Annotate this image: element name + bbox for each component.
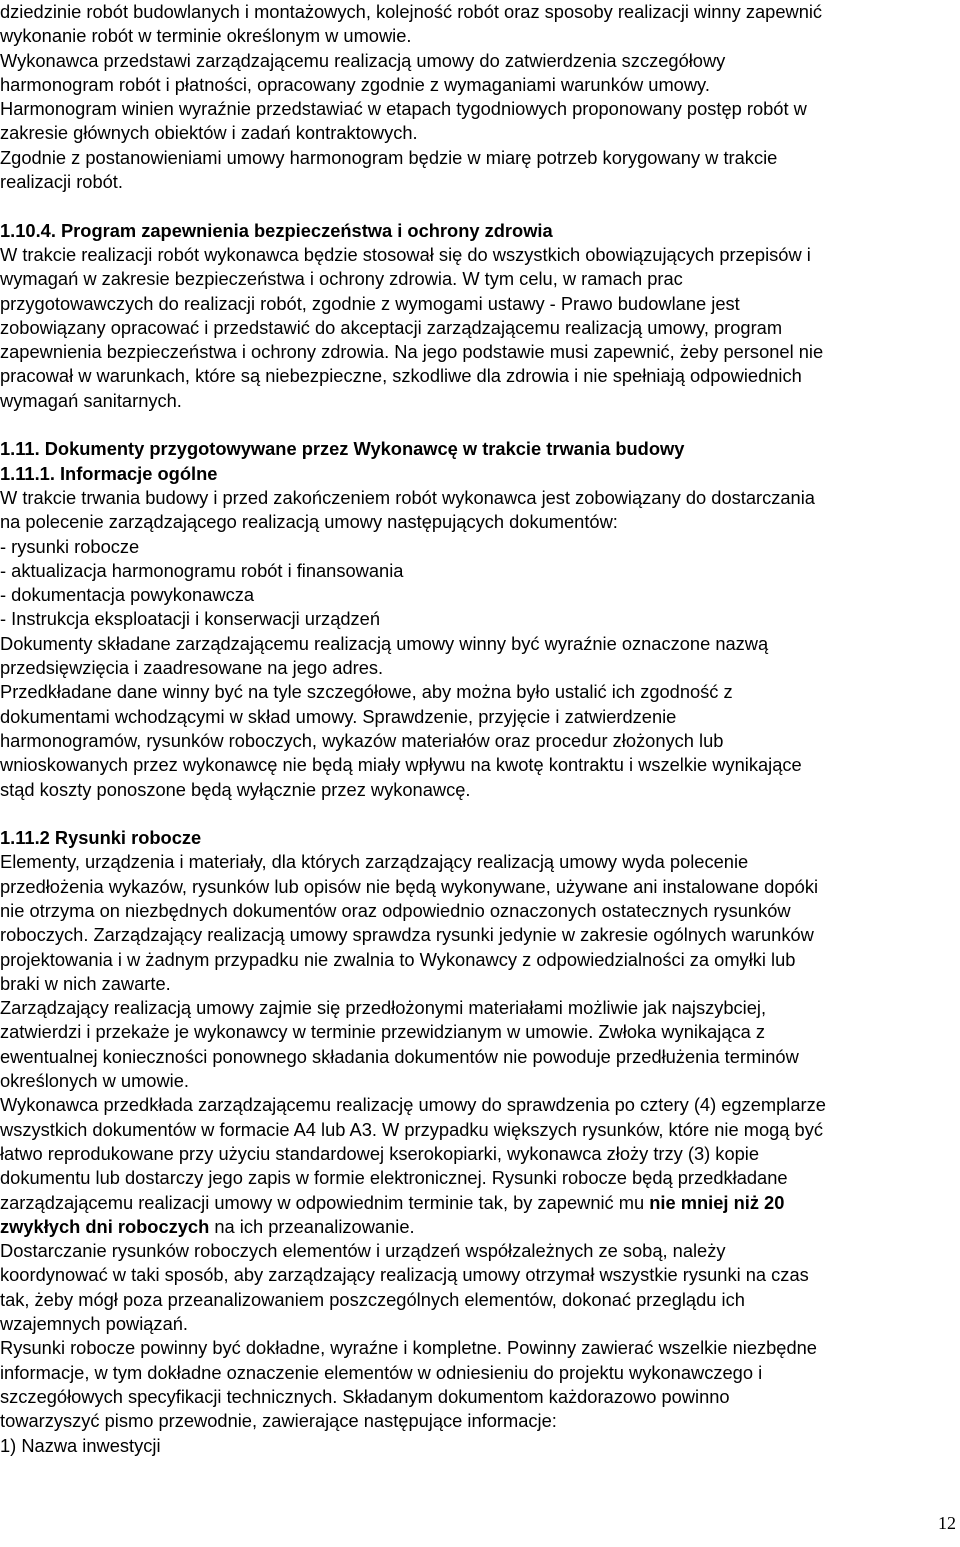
section-heading: 1.11. Dokumenty przygotowywane przez Wykonawcę w trakcie trwania budowy — [0, 438, 685, 460]
text-line: Rysunki robocze powinny być dokładne, wyraźne i kompletne. Powinny zawierać wszelkie niezbędne — [0, 1337, 817, 1359]
text-line: Dostarczanie rysunków roboczych elementów i urządzeń współzależnych ze sobą, należy — [0, 1240, 726, 1262]
text-line: szczegółowych specyfikacji technicznych. Składanym dokumentom każdorazowo powinno — [0, 1385, 730, 1407]
text-line: zobowiązany opracować i przedstawić do akceptacji zarządzającemu realizacją umowy, program — [0, 316, 783, 338]
text-line: wszystkich dokumentów w formacie A4 lub A3. W przypadku większych rysunków, które nie mogą być — [0, 1118, 823, 1140]
text-line: Wykonawca przedkłada zarządzającemu realizację umowy do sprawdzenia po cztery (4) egzemplarze — [0, 1094, 826, 1116]
text-line: ewentualnej konieczności ponownego składania dokumentów nie powoduje przedłużenia terminów — [0, 1045, 799, 1067]
text-line: harmonogram robót i płatności, opracowany zgodnie z wymaganiami warunków umowy. — [0, 73, 710, 95]
text-line: wzajemnych powiązań. — [0, 1313, 188, 1335]
list-item: 1) Nazwa inwestycji — [0, 1434, 161, 1456]
section-heading: 1.11.2 Rysunki robocze — [0, 827, 202, 849]
emphasis-text: nie mniej niż 20 — [649, 1191, 785, 1213]
section-1-10-4 — [0, 219, 952, 413]
text-line: łatwo reprodukowane przy użyciu standardowej kserokopiarki, wykonawca złoży trzy (3) kopie — [0, 1142, 760, 1164]
text-line: wymagań w zakresie bezpieczeństwa i ochrony zdrowia. W tym celu, w ramach prac — [0, 268, 683, 290]
section-1-11-2 — [0, 826, 952, 1458]
text-line: Dokumenty składane zarządzającemu realizacją umowy winny być wyraźnie oznaczone nazwą — [0, 632, 769, 654]
text-line: dokumentu lub dostarczy jego zapis w formie elektronicznej. Rysunki robocze będą przedkładane — [0, 1167, 788, 1189]
text-line: dokumentami wchodzącymi w skład umowy. Sprawdzenie, przyjęcie i zatwierdzenie — [0, 705, 677, 727]
text-segment: zarządzającemu realizacji umowy w odpowiednim terminie tak, by zapewnić mu — [0, 1191, 650, 1213]
text-line-mixed — [0, 1215, 952, 1239]
text-line: projektowania i w żadnym przypadku nie zwalnia to Wykonawcy z odpowiedzialności za omyłki lub — [0, 948, 796, 970]
text-line: wnioskowanych przez wykonawcę nie będą miały wpływu na kwotę kontraktu i wszelkie wynikające — [0, 754, 802, 776]
text-line: przedłożenia wykazów, rysunków lub opisów nie będą wykonywane, używane ani instalowane dopóki — [0, 875, 819, 897]
text-line: wykonanie robót w terminie określonym w umowie. — [0, 25, 412, 47]
text-line: W trakcie trwania budowy i przed zakończeniem robót wykonawca jest zobowiązany do dostarczania — [0, 486, 815, 508]
page-number: 12 — [938, 1513, 956, 1533]
text-line: informacje, w tym dokładne oznaczenie elementów w odniesieniu do projektu wykonawczego i — [0, 1361, 763, 1383]
list-item: - dokumentacja powykonawcza — [0, 584, 255, 606]
text-line: zakresie głównych obiektów i zadań kontraktowych. — [0, 122, 418, 144]
text-line: nie otrzyma on niezbędnych dokumentów oraz odpowiednio oznaczonych ostatecznych rysunków — [0, 899, 791, 921]
text-line: Elementy, urządzenia i materiały, dla których zarządzający realizacją umowy wyda polecenie — [0, 851, 749, 873]
text-line: przygotowawczych do realizacji robót, zgodnie z wymogami ustawy - Prawo budowlane jest — [0, 292, 740, 314]
spacer — [0, 194, 952, 218]
spacer — [0, 413, 952, 437]
text-line: Zgodnie z postanowieniami umowy harmonogram będzie w miarę potrzeb korygowany w trakcie — [0, 146, 778, 168]
text-line: realizacji robót. — [0, 171, 123, 193]
text-line: koordynować w taki sposób, aby zarządzający realizacją umowy otrzymał wszystkie rysunki na czas — [0, 1264, 809, 1286]
intro-paragraph — [0, 0, 952, 194]
text-line: Zarządzający realizacją umowy zajmie się przedłożonymi materiałami możliwie jak najszybciej, — [0, 997, 767, 1019]
text-line: towarzyszyć pismo przewodnie, zawierające następujące informacje: — [0, 1410, 557, 1432]
emphasis-text: zwykłych dni roboczych — [0, 1215, 210, 1237]
spacer — [0, 802, 952, 826]
text-line: zapewnienia bezpieczeństwa i ochrony zdrowia. Na jego podstawie musi zapewnić, żeby personel nie — [0, 341, 824, 363]
text-line: wymagań sanitarnych. — [0, 389, 182, 411]
text-line: przedsięwzięcia i zaadresowane na jego adres. — [0, 657, 384, 679]
text-line: Wykonawca przedstawi zarządzającemu realizacją umowy do zatwierdzenia szczegółowy — [0, 49, 726, 71]
text-line-mixed — [0, 1191, 952, 1215]
text-line: braki w nich zawarte. — [0, 972, 171, 994]
text-line: określonych w umowie. — [0, 1070, 189, 1092]
text-line: W trakcie realizacji robót wykonawca będzie stosował się do wszystkich obowiązujących przepisów i — [0, 243, 811, 265]
text-line: Harmonogram winien wyraźnie przedstawiać w etapach tygodniowych proponowany postęp robót w — [0, 98, 807, 120]
subsection-heading: 1.11.1. Informacje ogólne — [0, 462, 218, 484]
text-line: harmonogramów, rysunków roboczych, wykazów materiałów oraz procedur złożonych lub — [0, 729, 724, 751]
text-line: tak, żeby mógł poza przeanalizowaniem poszczególnych elementów, dokonać przeglądu ich — [0, 1288, 745, 1310]
section-1-11 — [0, 437, 952, 801]
text-segment: na ich przeanalizowanie. — [209, 1215, 415, 1237]
text-line: na polecenie zarządzającego realizacją umowy następujących dokumentów: — [0, 511, 618, 533]
text-line: stąd koszty ponoszone będą wyłącznie przez wykonawcę. — [0, 778, 471, 800]
text-line: roboczych. Zarządzający realizacją umowy sprawdza rysunki jedynie w zakresie ogólnych warunków — [0, 924, 814, 946]
list-item: - aktualizacja harmonogramu robót i finansowania — [0, 559, 404, 581]
list-item: - Instrukcja eksploatacji i konserwacji urządzeń — [0, 608, 381, 630]
list-item: - rysunki robocze — [0, 535, 140, 557]
text-line: zatwierdzi i przekaże je wykonawcy w terminie przewidzianym w umowie. Zwłoka wynikająca z — [0, 1021, 766, 1043]
section-heading: 1.10.4. Program zapewnienia bezpieczeństwa i ochrony zdrowia — [0, 219, 553, 241]
text-line: Przedkładane dane winny być na tyle szczegółowe, aby można było ustalić ich zgodność z — [0, 681, 733, 703]
text-line: pracował w warunkach, które są niebezpieczne, szkodliwe dla zdrowia i nie spełniają odpowiednich — [0, 365, 802, 387]
text-line: dziedzinie robót budowlanych i montażowych, kolejność robót oraz sposoby realizacji winny zapewnić — [0, 1, 823, 22]
